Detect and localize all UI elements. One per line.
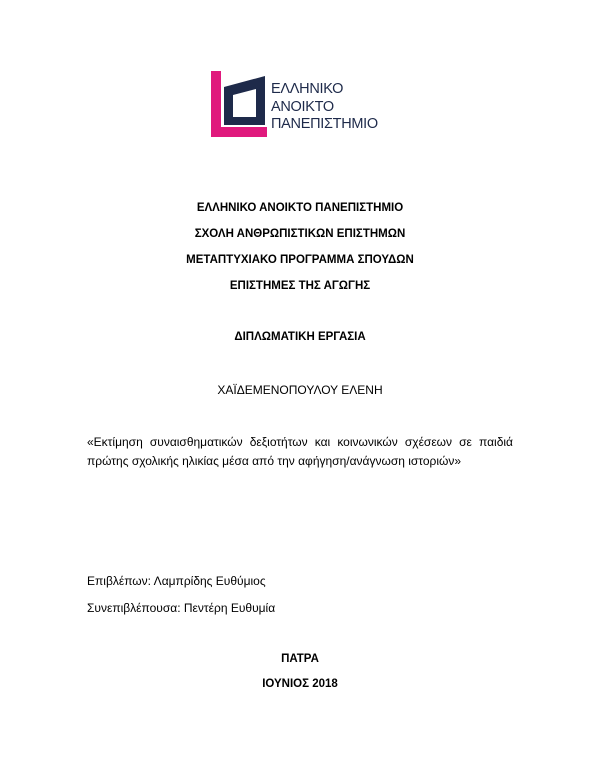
university-logo <box>209 69 394 141</box>
co-supervisor: Συνεπιβλέπουσα: Πεντέρη Ευθυμία <box>87 601 276 615</box>
city: ΠΑΤΡΑ <box>281 653 319 665</box>
document-type: ΔΙΠΛΩΜΑΤΙΚΗ ΕΡΓΑΣΙΑ <box>234 331 366 343</box>
thesis-title: «Εκτίμηση συναισθηματικών δεξιοτήτων και κοινωνικών σχέσεων σε παιδιά πρώτης σχολικής ηλικίας μέσα από την αφήγηση/ανάγνωση ιστοριών» <box>87 435 513 468</box>
supervisor: Επιβλέπων: Λαμπρίδης Ευθύμιος <box>87 574 266 588</box>
university-name: ΕΛΛΗΝΙΚΟ ΑΝΟΙΚΤΟ ΠΑΝΕΠΙΣΤΗΜΙΟ <box>196 202 404 214</box>
school-name: ΣΧΟΛΗ ΑΝΘΡΩΠΙΣΤΙΚΩΝ ΕΠΙΣΤΗΜΩΝ <box>194 228 406 240</box>
logo-wordmark <box>271 81 378 134</box>
field-name: ΕΠΙΣΤΗΜΕΣ ΤΗΣ ΑΓΩΓΗΣ <box>229 280 371 292</box>
logo-line-2: ΑΝΟΙΚΤΟ <box>271 98 334 115</box>
logo-mark-icon <box>209 69 269 141</box>
logo-line-1: ΕΛΛΗΝΙΚΟ <box>271 81 344 97</box>
date: ΙΟΥΝΙΟΣ 2018 <box>262 678 338 690</box>
author-name: ΧΑΪΔΕΜΕΝΟΠΟΥΛΟΥ ΕΛΕΝΗ <box>217 383 383 397</box>
logo-line-3: ΠΑΝΕΠΙΣΤΗΜΙΟ <box>271 116 378 132</box>
program-name: ΜΕΤΑΠΤΥΧΙΑΚΟ ΠΡΟΓΡΑΜΜΑ ΣΠΟΥΔΩΝ <box>186 254 414 266</box>
